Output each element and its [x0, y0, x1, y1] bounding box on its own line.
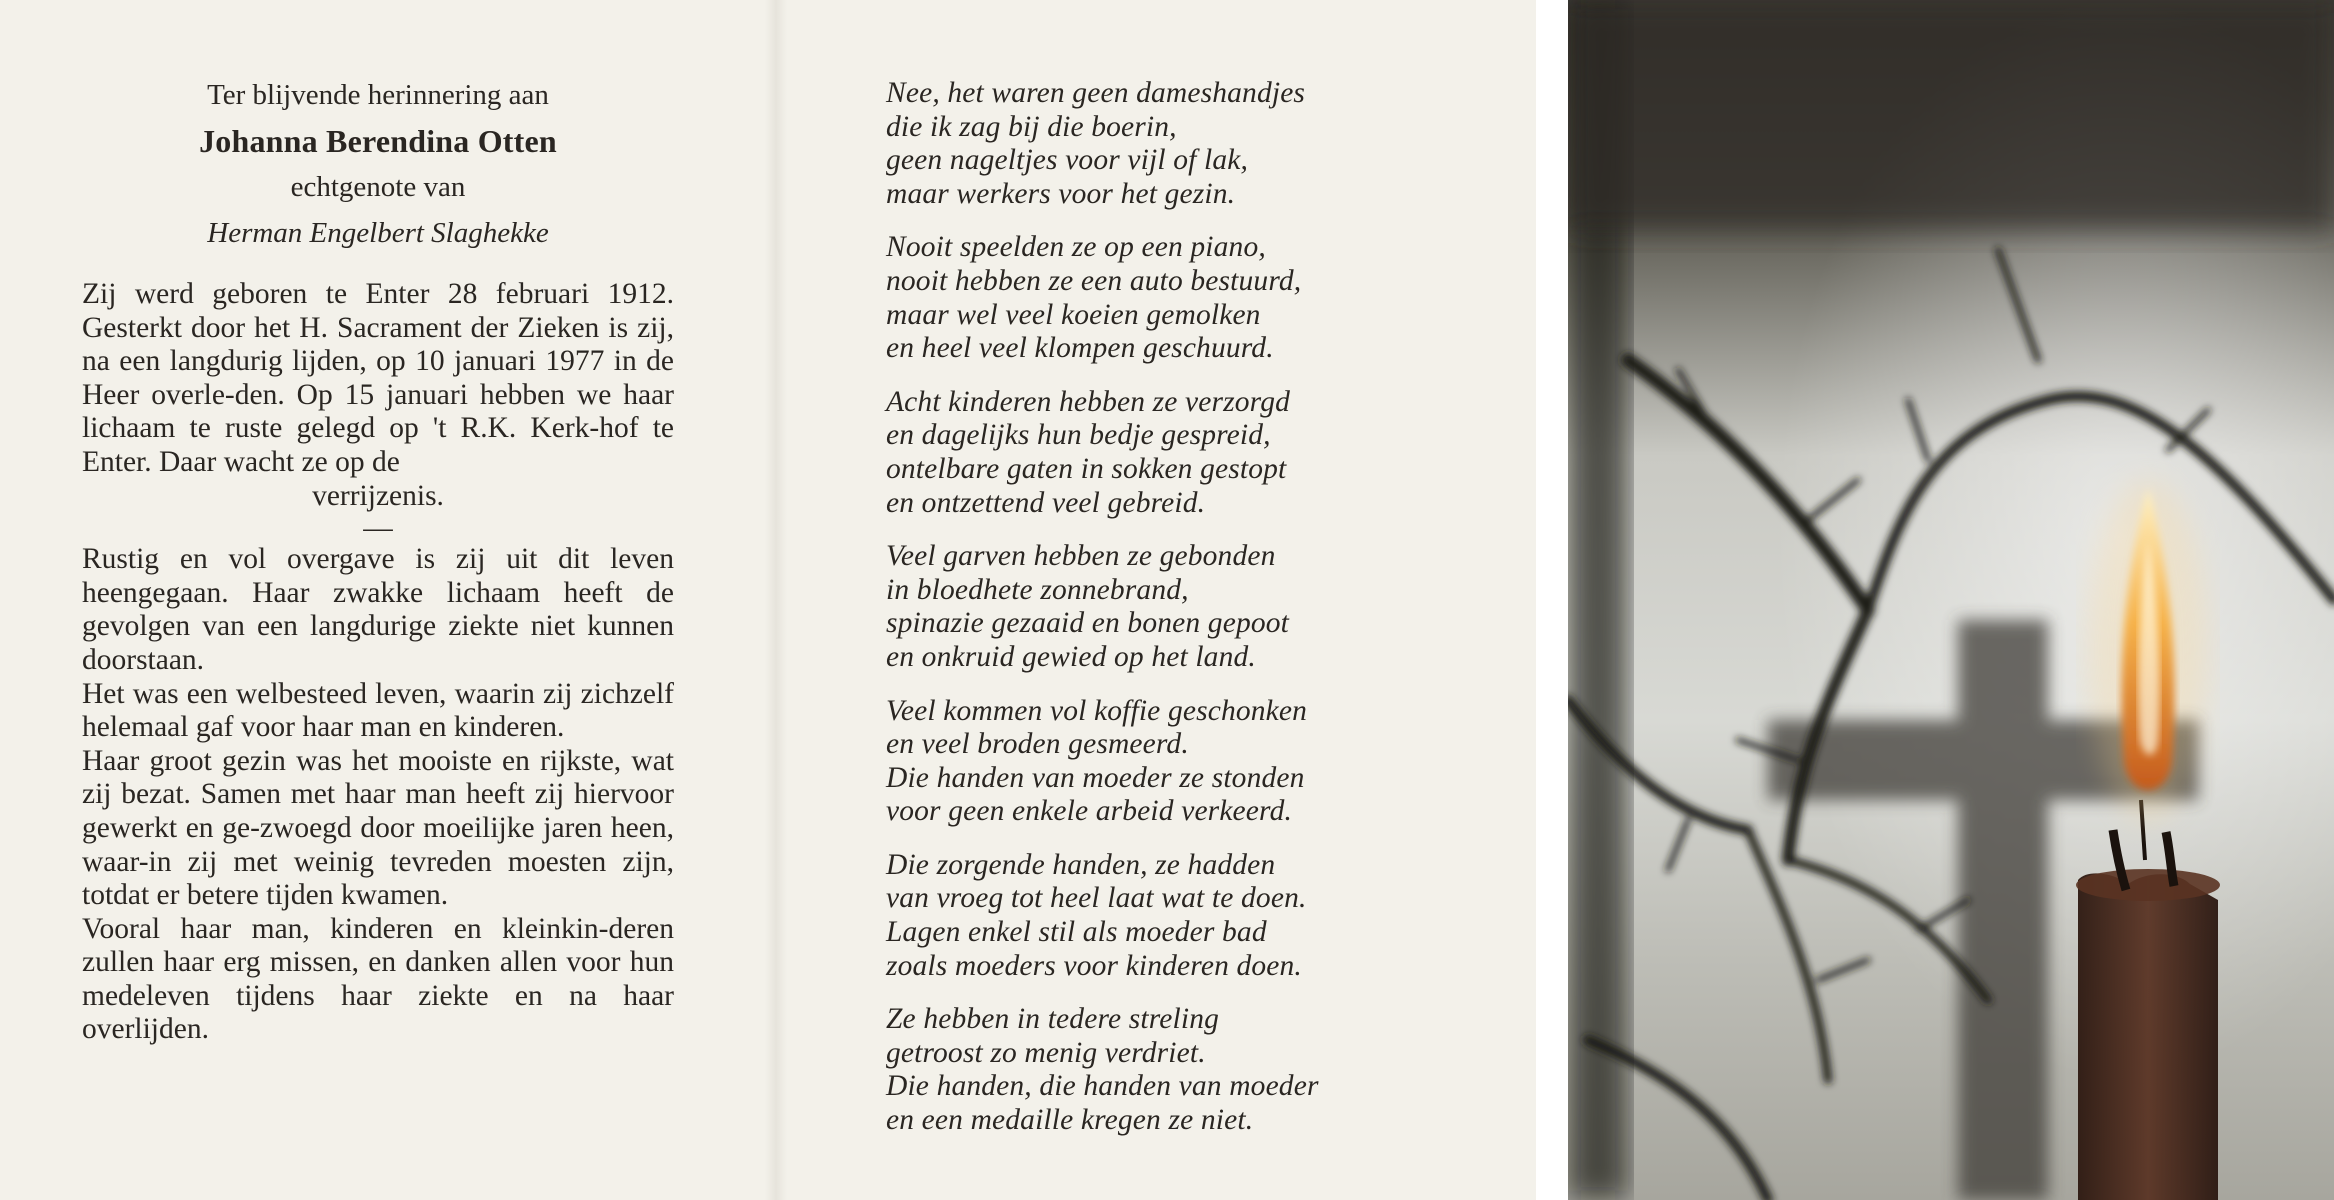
poem-line: voor geen enkele arbeid verkeerd. [886, 795, 1293, 828]
poem-line: die ik zag bij die boerin, [886, 110, 1177, 143]
poem-line: maar wel veel koeien gemolken [886, 298, 1261, 331]
family-paragraph: Haar groot gezin was het mooiste en rijkste, wat zij bezat. Samen met haar man heeft zij hiervoor gewerkt en ge-zwoegd door moeilijke jaren heen, waar-in zij met weinig tevreden moesten zijn, totdat er betere tijden kwamen. [82, 744, 674, 912]
deceased-name: Johanna Berendina Otten [199, 123, 557, 159]
poem-stanza [886, 386, 1446, 520]
thanks-paragraph: Vooral haar man, kinderen en kleinkin-deren zullen haar erg missen, en danken allen voor hun medeleven tijdens haar ziekte en na haar overlijden. [82, 912, 674, 1046]
left-panel [82, 72, 674, 1047]
card-fold [765, 0, 787, 1200]
biography-end: verrijzenis. [312, 479, 444, 512]
poem-line: getroost zo menig verdriet. [886, 1036, 1206, 1069]
poem-line: en veel broden gesmeerd. [886, 728, 1189, 761]
poem-line: Nooit speelden ze op een piano, [886, 231, 1266, 264]
poem [886, 77, 1446, 1158]
biography-paragraph [82, 278, 674, 513]
spouse-name: Herman Engelbert Slaghekke [207, 217, 549, 249]
poem-stanza [886, 231, 1446, 365]
poem-line: spinazie gezaaid en bonen gepoot [886, 607, 1289, 640]
poem-stanza [886, 540, 1446, 674]
biography-text: Zij werd geboren te Enter 28 februari 1912. Gesterkt door het H. Sacrament der Zieken is zij, na een langdurig lijden, op 10 januari 1977 in de Heer overle-den. Op 15 januari hebben we haar lichaam te ruste gelegd op 't R.K. Kerk-hof te Enter. Daar wacht ze op de [82, 278, 674, 478]
poem-line: nooit hebben ze een auto bestuurd, [886, 264, 1302, 297]
poem-line: van vroeg tot heel laat wat te doen. [886, 882, 1307, 915]
relation-text: echtgenote van [290, 171, 466, 203]
poem-line: Lagen enkel stil als moeder bad [886, 916, 1267, 949]
poem-line: Nee, het waren geen dameshandjes [886, 77, 1306, 109]
poem-line: en onkruid gewied op het land. [886, 640, 1256, 673]
poem-line: en heel veel klompen geschuurd. [886, 332, 1274, 365]
poem-line: maar werkers voor het gezin. [886, 177, 1236, 210]
poem-line: Veel kommen vol koffie geschonken [886, 694, 1308, 727]
poem-stanza [886, 849, 1446, 983]
poem-line: in bloedhete zonnebrand, [886, 573, 1189, 606]
poem-stanza [886, 77, 1446, 211]
life-paragraph: Het was een welbesteed leven, waarin zij zichzelf helemaal gaf voor haar man en kinderen. [82, 677, 674, 744]
candle-flame [2088, 480, 2208, 820]
poem-line: Die handen, die handen van moeder [886, 1070, 1319, 1103]
poem-line: en ontzettend veel gebreid. [886, 486, 1206, 519]
poem-line: Acht kinderen hebben ze verzorgd [886, 385, 1291, 418]
poem-line: Die handen van moeder ze stonden [886, 761, 1305, 794]
poem-line: Die zorgende handen, ze hadden [886, 848, 1276, 881]
poem-stanza [886, 695, 1446, 829]
poem-line: Ze hebben in tedere streling [886, 1003, 1219, 1036]
intro-text: Ter blijvende herinnering aan [207, 79, 549, 111]
poem-line: en een medaille kregen ze niet. [886, 1104, 1254, 1137]
candle-cross-photo [1568, 0, 2334, 1200]
poem-line: Veel garven hebben ze gebonden [886, 540, 1276, 573]
farewell-paragraph: Rustig en vol overgave is zij uit dit leven heengegaan. Haar zwakke lichaam heeft de gevolgen van een langdurige ziekte niet kunnen doorstaan. [82, 543, 674, 676]
poem-line: ontelbare gaten in sokken gestopt [886, 452, 1287, 485]
separator-dash: — [363, 512, 393, 545]
poem-line: geen nageltjes voor vijl of lak, [886, 144, 1248, 177]
poem-line: zoals moeders voor kinderen doen. [886, 949, 1302, 982]
poem-line: en dagelijks hun bedje gespreid, [886, 419, 1271, 452]
poem-stanza [886, 1003, 1446, 1137]
